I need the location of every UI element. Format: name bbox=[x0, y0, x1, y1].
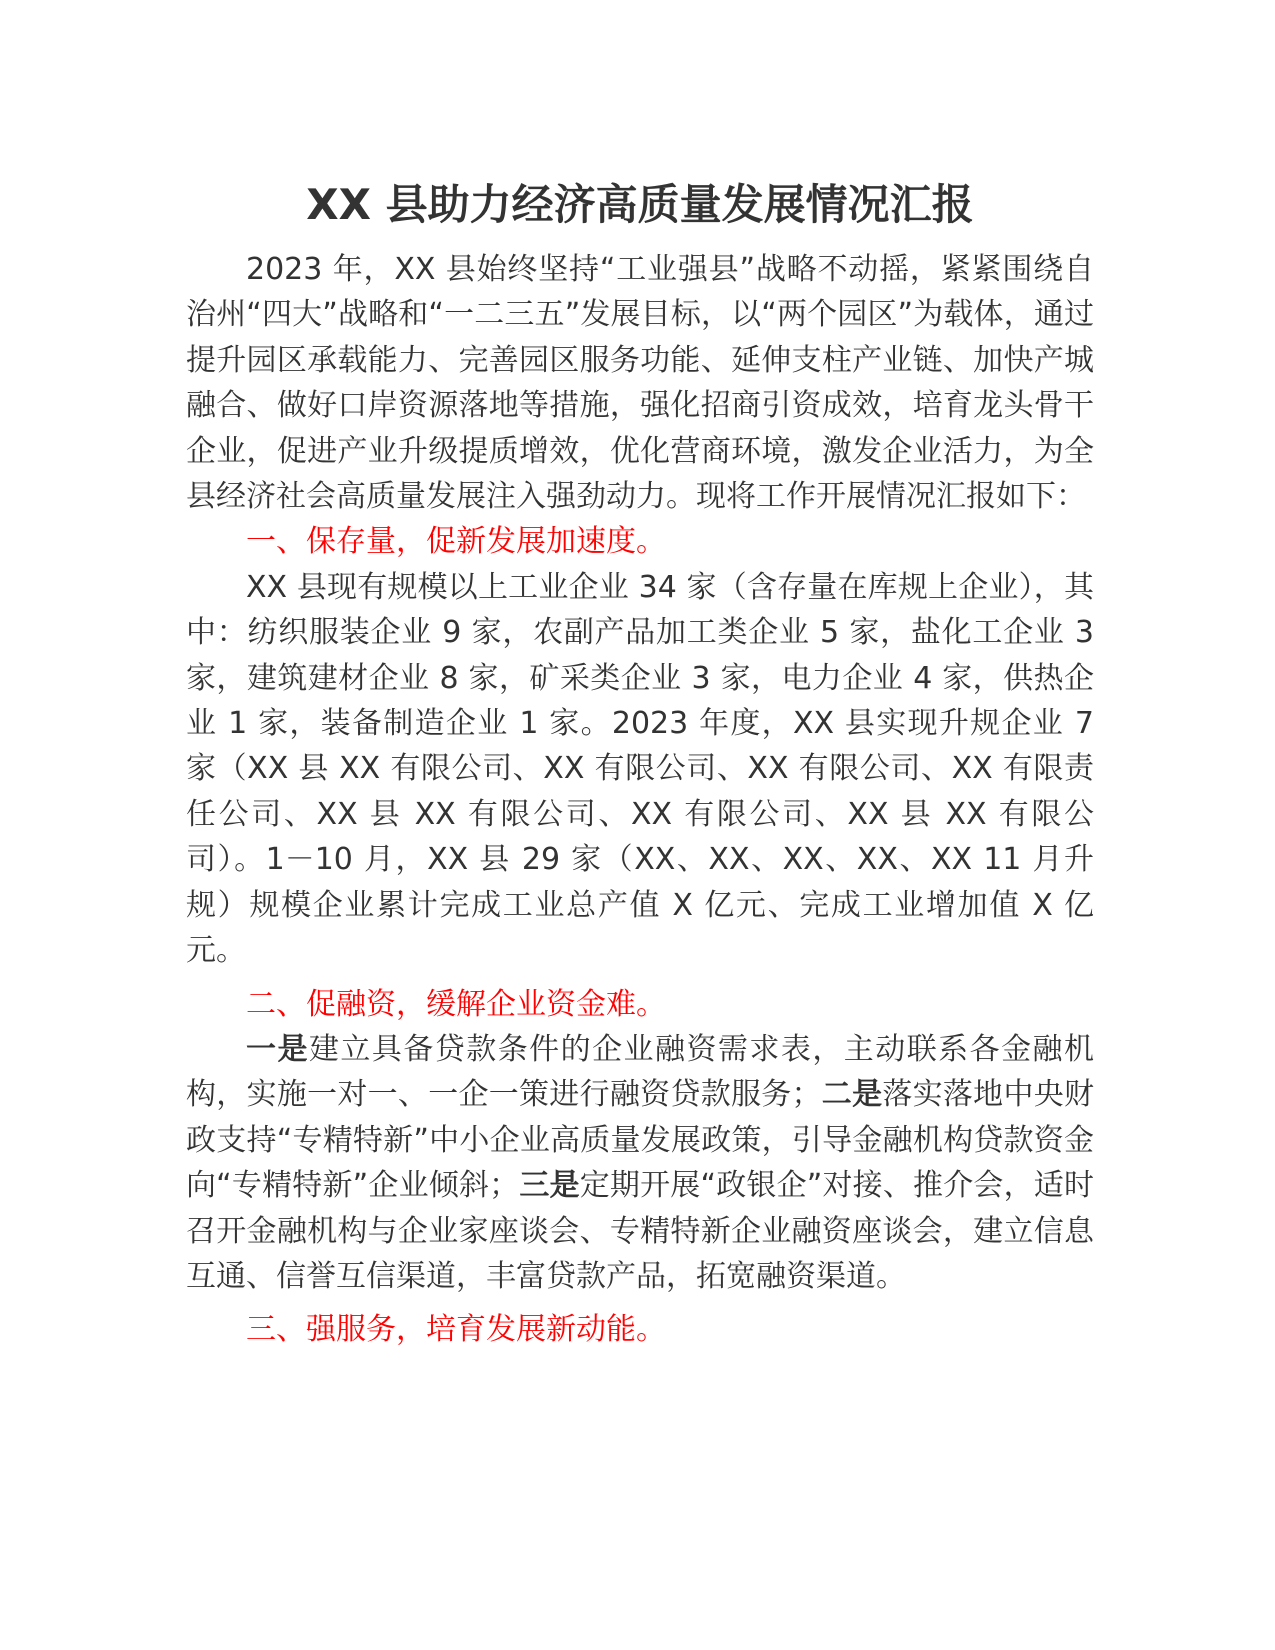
section-1-heading: 一、保存量，促新发展加速度。 bbox=[246, 524, 666, 560]
lead-1: 一是 bbox=[246, 1031, 309, 1067]
section-3-heading: 三、强服务，培育发展新动能。 bbox=[246, 1312, 666, 1348]
section-2-heading: 二、促融资，缓解企业资金难。 bbox=[246, 986, 666, 1022]
section-2-text-1: 建立具备贷款条件的企业融资需求表，主动联系各金融机构，实施一对一、一企一策进行融资贷款服务； bbox=[186, 1031, 1095, 1113]
document-page bbox=[186, 175, 1094, 1353]
section-1-body: XX 县现有规模以上工业企业 34 家（含存量在库规上企业），其中：纺织服装企业 9 家，农副产品加工类企业 5 家，盐化工企业 3 家，建筑建材企业 8 家，矿采类企业 3 家，电力企业 4 家，供热企业 1 家，装备制造企业 1 家。2023 年度，XX 县实现升规企业 7 家（XX 县 XX 有限公司、XX 有限公司、XX 有限公司、XX 有限责任公司、XX 县 XX 有限公司、XX 有限公司、XX 县 XX 有限公司）。1－10 月，XX 县 29 家（XX、XX、XX、XX、XX 11 月升规）规模企业累计完成工业总产值 X 亿元、完成工业增加值 X 亿元。 bbox=[186, 569, 1094, 969]
section-2-text-3: 定期开展“政银企”对接、推介会，适时召开金融机构与企业家座谈会、专精特新企业融资座谈会，建立信息互通、信誉互信渠道，丰富贷款产品，拓宽融资渠道。 bbox=[186, 1168, 1094, 1294]
section-2-text-2: 落实落地中央财政支持“专精特新”中小企业高质量发展政策，引导金融机构贷款资金向“专精特新”企业倾斜； bbox=[186, 1077, 1095, 1204]
section-2-body bbox=[186, 1027, 1094, 1299]
document-title: XX 县助力经济高质量发展情况汇报 bbox=[306, 180, 974, 229]
lead-2: 二是 bbox=[821, 1077, 883, 1113]
lead-3: 三是 bbox=[519, 1168, 580, 1204]
intro-paragraph: 2023 年，XX 县始终坚持“工业强县”战略不动摇，紧紧围绕自治州“四大”战略和“一二三五”发展目标，以“两个园区”为载体，通过提升园区承载能力、完善园区服务功能、延伸支柱产业链、加快产城融合、做好口岸资源落地等措施，强化招商引资成效，培育龙头骨干企业，促进产业升级提质增效，优化营商环境，激发企业活力，为全县经济社会高质量发展注入强劲动力。现将工作开展情况汇报如下： bbox=[186, 252, 1094, 515]
